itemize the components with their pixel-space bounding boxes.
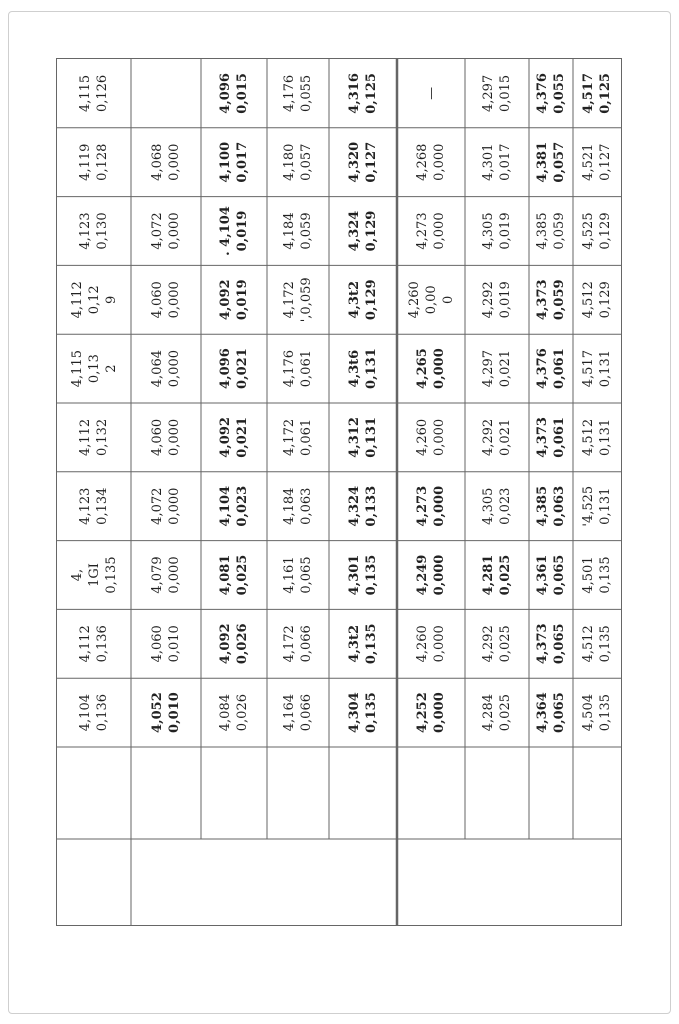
table-cell — [57, 265, 131, 334]
cell-value: 0,055 — [552, 73, 567, 114]
table-cell — [397, 609, 465, 678]
cell-value: 0,000 — [167, 350, 182, 388]
table-cell — [465, 59, 529, 128]
cell-value: 0,017 — [498, 143, 513, 181]
table-cell — [397, 678, 465, 747]
cell-value: 4,297 — [481, 350, 496, 388]
table-cell — [529, 128, 573, 197]
cell-value: 0,065 — [552, 554, 567, 596]
table-cell — [465, 541, 529, 610]
cell-value: 4,115 — [78, 74, 93, 113]
cell-value: 4,096 — [218, 348, 233, 389]
cell-value: 4,123 — [78, 487, 93, 525]
cell-value: 0,000 — [432, 485, 447, 527]
table-cell — [397, 334, 465, 403]
cell-value: 0,135 — [364, 692, 379, 733]
table-cell — [201, 197, 267, 266]
cell-value: 0,135 — [598, 556, 613, 594]
cell-value: 4,373 — [535, 623, 550, 665]
cell-value: — — [423, 86, 439, 100]
cell-value: 4,273 — [415, 485, 430, 527]
cell-value: 4,385 — [535, 485, 550, 527]
cell-value: 0,015 — [498, 74, 513, 113]
table-cell — [267, 128, 329, 197]
cell-value: 4,092 — [218, 623, 233, 665]
cell-value: 4,324 — [347, 485, 362, 527]
cell-value: 0,125 — [364, 73, 379, 114]
cell-value: 4,084 — [218, 694, 233, 732]
row-label — [267, 747, 329, 839]
cell-value: 0,00 — [423, 285, 439, 315]
table-cell — [201, 403, 267, 472]
table-cell — [329, 265, 397, 334]
table-cell — [57, 59, 131, 128]
cell-value: 0,025 — [498, 554, 513, 596]
table-cell — [57, 609, 131, 678]
table-cell — [573, 265, 621, 334]
table-cell — [397, 59, 465, 128]
cell-value: 4,376 — [535, 73, 550, 114]
cell-value: 4,361 — [535, 554, 550, 596]
cell-value: 0,019 — [235, 279, 250, 321]
cell-value: 4,512 — [581, 418, 596, 457]
table-cell — [329, 609, 397, 678]
data-table — [56, 58, 622, 926]
cell-value: 4,115 — [69, 350, 85, 388]
cell-value: 0,135 — [364, 554, 379, 596]
cell-value: 0,059 — [299, 212, 314, 250]
table-cell — [201, 265, 267, 334]
cell-value: 4,100 — [218, 141, 233, 183]
table-cell — [267, 59, 329, 128]
table-cell — [131, 403, 201, 472]
cell-value: 0,061 — [552, 417, 567, 458]
cell-value: 0,12 — [86, 285, 102, 315]
cell-value: 0,057 — [552, 141, 567, 183]
cell-value: 4,320 — [347, 141, 362, 183]
cell-value: 0,025 — [235, 554, 250, 596]
table-cell — [529, 472, 573, 541]
table-cell — [267, 472, 329, 541]
cell-value: 4,164 — [282, 694, 297, 732]
cell-value: 4,3t2 — [347, 280, 362, 319]
table-cell — [131, 678, 201, 747]
cell-value: 0,129 — [364, 210, 379, 252]
cell-value: 0,059 — [552, 212, 567, 250]
cell-value: 0,061 — [299, 418, 314, 457]
cell-value: 9 — [103, 295, 119, 304]
cell-value: 4,301 — [481, 143, 496, 181]
table-cell — [267, 265, 329, 334]
cell-value: 0,000 — [167, 212, 182, 250]
cell-value: 4,525 — [581, 212, 596, 250]
table-cell — [397, 472, 465, 541]
table-cell — [201, 541, 267, 610]
cell-value: 0,131 — [364, 417, 379, 458]
cell-value: 0,129 — [598, 212, 613, 250]
section-label — [131, 839, 397, 925]
table-cell — [465, 197, 529, 266]
cell-value: 0,021 — [498, 418, 513, 457]
cell-value: 4, — [69, 568, 85, 582]
cell-value: 0,010 — [167, 625, 182, 663]
cell-value: 0,021 — [498, 350, 513, 388]
row-label — [573, 747, 621, 839]
cell-value: 4,104 — [78, 694, 93, 732]
cell-value: 4,512 — [581, 625, 596, 663]
cell-value: 0,129 — [598, 281, 613, 319]
cell-value: 4,324 — [347, 210, 362, 252]
cell-value: 4,501 — [581, 556, 596, 594]
cell-value: 0,023 — [235, 485, 250, 527]
cell-value: 4,079 — [150, 556, 165, 594]
table-cell — [131, 541, 201, 610]
cell-value: 4,292 — [481, 625, 496, 663]
cell-value: 4,305 — [481, 212, 496, 250]
table-cell — [529, 678, 573, 747]
cell-value: 0,010 — [167, 692, 182, 733]
cell-value: 0,13 — [86, 354, 102, 384]
cell-value: 0,015 — [235, 73, 250, 114]
cell-value: 4,504 — [581, 694, 596, 732]
cell-value: 4,104 — [218, 485, 233, 527]
cell-value: 0,061 — [299, 350, 314, 388]
cell-value: 4,176 — [282, 74, 297, 113]
cell-value: 0,127 — [364, 141, 379, 183]
cell-value: 4,304 — [347, 692, 362, 733]
cell-value: 4,376 — [535, 348, 550, 389]
cell-value: 4,060 — [150, 281, 165, 319]
cell-value: 0,055 — [299, 74, 314, 113]
cell-value: 0,000 — [167, 143, 182, 181]
cell-value: 4,260 — [406, 281, 422, 319]
table-cell — [465, 472, 529, 541]
table-cell — [397, 197, 465, 266]
cell-value: 0,135 — [364, 623, 379, 665]
cell-value: 0,000 — [167, 487, 182, 525]
cell-value: '4,525 — [581, 485, 596, 527]
cell-value: 0,000 — [432, 554, 447, 596]
table-cell — [201, 609, 267, 678]
cell-value: 4,092 — [218, 279, 233, 321]
cell-value: 0,130 — [95, 212, 110, 250]
cell-value: 4,265 — [415, 348, 430, 389]
cell-value: 0,134 — [95, 487, 110, 525]
cell-value: 4,260 — [415, 625, 430, 663]
cell-value: 4,081 — [218, 554, 233, 596]
table-cell — [573, 403, 621, 472]
cell-value: 0,059 — [552, 279, 567, 321]
cell-value: 4,112 — [78, 625, 93, 663]
cell-value: 2 — [103, 364, 119, 373]
table-cell — [573, 678, 621, 747]
cell-value: 0,065 — [552, 692, 567, 733]
cell-value: 4,112 — [69, 281, 85, 319]
cell-value: 0,000 — [167, 556, 182, 594]
cell-value: 4,172 — [282, 625, 297, 663]
cell-value: 4,060 — [150, 625, 165, 663]
table-cell — [329, 128, 397, 197]
cell-value: 4,316 — [347, 73, 362, 114]
table-cell — [573, 128, 621, 197]
table-cell — [529, 541, 573, 610]
cell-value: 0,021 — [235, 348, 250, 389]
cell-value: 0,135 — [103, 556, 119, 594]
cell-value: 0,061 — [552, 348, 567, 389]
cell-value: 0,136 — [95, 625, 110, 663]
cell-value: 0,000 — [167, 418, 182, 457]
table-cell — [267, 403, 329, 472]
cell-value: 4,119 — [78, 143, 93, 181]
cell-value: 0,025 — [498, 625, 513, 663]
cell-value: 4,381 — [535, 141, 550, 183]
cell-value: 4,292 — [481, 281, 496, 319]
table-cell — [57, 678, 131, 747]
table-cell — [329, 197, 397, 266]
table-cell — [201, 334, 267, 403]
table-cell — [329, 541, 397, 610]
cell-value: 0,065 — [299, 556, 314, 594]
cell-value: 4,364 — [535, 692, 550, 733]
row-label — [329, 747, 397, 839]
table-cell — [397, 403, 465, 472]
cell-value: ',0,059 — [299, 277, 314, 323]
table-cell — [267, 197, 329, 266]
cell-value: 4,260 — [415, 418, 430, 457]
table-cell — [57, 472, 131, 541]
cell-value: 4,292 — [481, 418, 496, 457]
cell-value: 4,092 — [218, 417, 233, 458]
cell-value: 0,133 — [364, 485, 379, 527]
table-cell — [465, 265, 529, 334]
table-cell — [201, 472, 267, 541]
cell-value: 0,128 — [95, 143, 110, 181]
cell-value: 1GI — [86, 563, 102, 587]
table-cell — [131, 197, 201, 266]
cell-value: 4,096 — [218, 73, 233, 114]
cell-value: 0,021 — [235, 417, 250, 458]
cell-value: 0,125 — [598, 73, 613, 114]
section-label — [57, 839, 131, 925]
cell-value: 4,052 — [150, 692, 165, 733]
cell-value: 4,373 — [535, 279, 550, 321]
cell-value: 0,000 — [167, 281, 182, 319]
cell-value: 4,172 — [282, 418, 297, 457]
cell-value: 0,127 — [598, 143, 613, 181]
cell-value: 4,068 — [150, 143, 165, 181]
table-cell — [529, 403, 573, 472]
row-label — [397, 747, 465, 839]
cell-value: 4,373 — [535, 417, 550, 458]
cell-value: 0,131 — [364, 348, 379, 389]
cell-value: 4,512 — [581, 281, 596, 319]
cell-value: 0,065 — [552, 623, 567, 665]
cell-value: 4,305 — [481, 487, 496, 525]
cell-value: 0,132 — [95, 418, 110, 457]
cell-value: 0,025 — [498, 694, 513, 732]
table-cell — [57, 128, 131, 197]
table-cell — [57, 197, 131, 266]
table-cell — [397, 265, 465, 334]
table-cell — [201, 678, 267, 747]
table-cell — [465, 334, 529, 403]
cell-value: 0,135 — [598, 694, 613, 732]
cell-value: 4,249 — [415, 554, 430, 596]
cell-value: 0,131 — [598, 487, 613, 525]
cell-value: 0,019 — [498, 212, 513, 250]
table-cell — [201, 128, 267, 197]
table-cell — [329, 59, 397, 128]
row-label — [529, 747, 573, 839]
cell-value: 0,000 — [432, 418, 447, 457]
table-cell — [529, 609, 573, 678]
cell-value: 4,521 — [581, 143, 596, 181]
row-label — [57, 747, 131, 839]
table-cell — [267, 609, 329, 678]
cell-value: 0,136 — [95, 694, 110, 732]
cell-value: 4,517 — [581, 73, 596, 114]
cell-value: 0,126 — [95, 74, 110, 113]
table-cell — [573, 197, 621, 266]
cell-value: 0,026 — [235, 694, 250, 732]
cell-value: 0,000 — [432, 212, 447, 250]
cell-value: 0,057 — [299, 143, 314, 181]
cell-value: 4,161 — [282, 556, 297, 594]
cell-value: 0,026 — [235, 623, 250, 665]
table-cell — [329, 472, 397, 541]
cell-value: 4,184 — [282, 487, 297, 525]
table-cell — [267, 334, 329, 403]
cell-value: 4,312 — [347, 417, 362, 458]
cell-value: 0,019 — [235, 210, 250, 252]
table-cell — [131, 265, 201, 334]
cell-value: 0,066 — [299, 625, 314, 663]
cell-value: 4,268 — [415, 143, 430, 181]
cell-value: 4,517 — [581, 350, 596, 388]
cell-value: 0,019 — [498, 281, 513, 319]
cell-value: 4,123 — [78, 212, 93, 250]
cell-value: 0,023 — [498, 487, 513, 525]
cell-value: 0,000 — [432, 143, 447, 181]
cell-value: 4,180 — [282, 143, 297, 181]
cell-value: 4,172 — [282, 281, 297, 319]
cell-value: 4,3t2 — [347, 624, 362, 663]
table-cell — [131, 472, 201, 541]
table-cell — [267, 678, 329, 747]
cell-value: 0,131 — [598, 350, 613, 388]
table-cell — [573, 609, 621, 678]
cell-value: 0,066 — [299, 694, 314, 732]
table-cell — [465, 609, 529, 678]
cell-value: 4,176 — [282, 350, 297, 388]
table-cell — [573, 59, 621, 128]
table-cell — [465, 403, 529, 472]
table-cell — [529, 334, 573, 403]
table-cell — [57, 334, 131, 403]
table-cell — [131, 334, 201, 403]
table-cell — [573, 472, 621, 541]
row-label — [131, 747, 201, 839]
table-cell — [329, 678, 397, 747]
cell-value: 4,184 — [282, 212, 297, 250]
cell-value: 4,3t6 — [347, 349, 362, 388]
cell-value: 4,072 — [150, 487, 165, 525]
table-cell — [529, 59, 573, 128]
cell-value: 0,063 — [299, 487, 314, 525]
table-cell — [131, 59, 201, 128]
table-cell — [57, 541, 131, 610]
cell-value: 0 — [440, 295, 456, 304]
cell-value: 0,131 — [598, 418, 613, 457]
cell-value: 4,072 — [150, 212, 165, 250]
cell-value: 0,129 — [364, 279, 379, 321]
cell-value: 4,297 — [481, 74, 496, 113]
cell-value: 0,017 — [235, 141, 250, 183]
row-label — [465, 747, 529, 839]
cell-value: 0,000 — [432, 625, 447, 663]
cell-value: 4,301 — [347, 554, 362, 596]
table-cell — [573, 334, 621, 403]
table-cell — [573, 541, 621, 610]
cell-value: 0,000 — [432, 692, 447, 733]
table-cell — [57, 403, 131, 472]
cell-value: 4,064 — [150, 350, 165, 388]
table-cell — [529, 197, 573, 266]
table-cell — [397, 128, 465, 197]
table-cell — [201, 59, 267, 128]
cell-value: 4,252 — [415, 692, 430, 733]
row-label — [201, 747, 267, 839]
cell-value: 4,112 — [78, 418, 93, 457]
table-cell — [131, 128, 201, 197]
cell-value: 4,284 — [481, 694, 496, 732]
cell-value: 4,385 — [535, 212, 550, 250]
cell-value: 0,000 — [432, 348, 447, 389]
table-cell — [131, 609, 201, 678]
section-label — [397, 839, 621, 925]
cell-value: 4,281 — [481, 554, 496, 596]
table-cell — [397, 541, 465, 610]
cell-value: 4,273 — [415, 212, 430, 250]
table-cell — [329, 403, 397, 472]
table-cell — [465, 678, 529, 747]
table-cell — [329, 334, 397, 403]
cell-value: . 4,104 — [218, 206, 233, 256]
table-cell — [529, 265, 573, 334]
cell-value: 0,063 — [552, 485, 567, 527]
table-cell — [267, 541, 329, 610]
cell-value: 4,060 — [150, 418, 165, 457]
table-cell — [465, 128, 529, 197]
cell-value: 0,135 — [598, 625, 613, 663]
